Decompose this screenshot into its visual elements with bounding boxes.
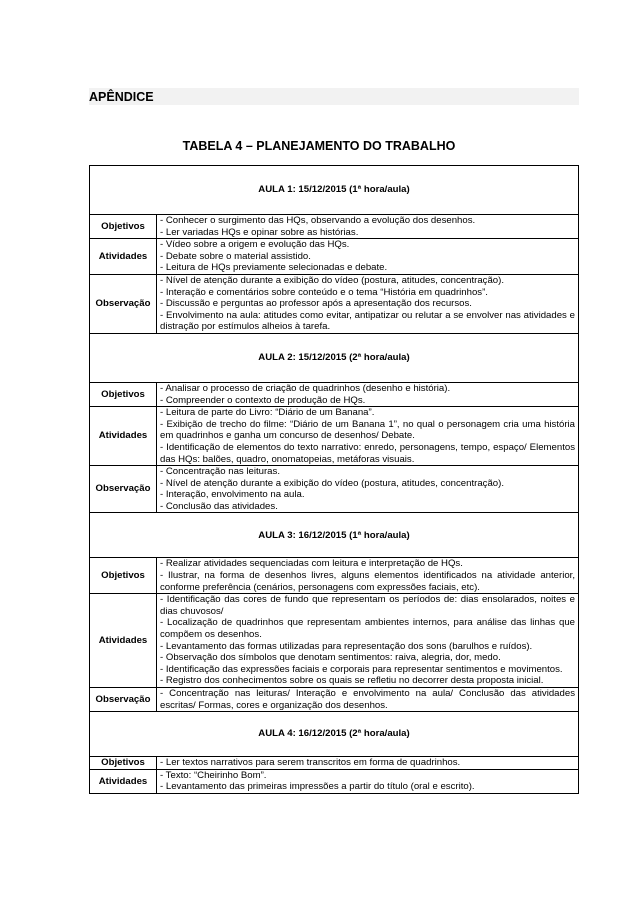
- list-item: - Registro dos conhecimentos sobre os quais se refletiu no decorrer desta proposta inicial.: [160, 675, 544, 687]
- atividades-content: [157, 594, 579, 688]
- list-item: - Identificação das cores de fundo que representam os períodos de: dias ensolarados, noites e dias chuvosos/: [160, 594, 575, 617]
- list-item: - Compreender o contexto de produção de HQs.: [160, 394, 366, 406]
- list-item: - Interação e comentários sobre conteúdo e o tema “História em quadrinhos”.: [160, 286, 488, 298]
- session-header-row: [90, 166, 579, 215]
- appendix-heading: APÊNDICE: [89, 90, 154, 104]
- observacao-label: Observação: [90, 688, 157, 712]
- objetivos-label: Objetivos: [90, 757, 157, 770]
- list-item: - Leitura de parte do Livro: “Diário de um Banana”.: [160, 407, 375, 419]
- atividades-row: [90, 594, 579, 688]
- session-header-row: [90, 712, 579, 757]
- objetivos-label: Objetivos: [90, 558, 157, 594]
- list-item: - Identificação das expressões faciais e corporais para representar sentimentos e movimentos.: [160, 663, 563, 675]
- observacao-row: [90, 274, 579, 333]
- objetivos-content: [157, 382, 579, 406]
- atividades-label: Atividades: [90, 769, 157, 793]
- session-title: AULA 3: 16/12/2015 (1ª hora/aula): [90, 513, 579, 558]
- planning-table: [89, 165, 579, 794]
- list-item: - Texto: “Cheirinho Bom”.: [160, 769, 267, 781]
- observacao-label: Observação: [90, 274, 157, 333]
- list-item: - Nível de atenção durante a exibição do vídeo (postura, atitudes, concentração).: [160, 477, 504, 489]
- heading-background: [89, 88, 579, 105]
- table-title: TABELA 4 – PLANEJAMENTO DO TRABALHO: [182, 139, 456, 153]
- list-item: - Identificação de elementos do texto narrativo: enredo, personagens, tempo, espaço/ Elementos das HQs: balões, quadro, onomatopeias, metáforas visuais.: [160, 441, 575, 465]
- list-item: - Leitura de HQs previamente selecionadas e debate.: [160, 262, 388, 274]
- list-item: - Concentração nas leituras.: [160, 466, 280, 478]
- list-item: - Vídeo sobre a origem e evolução das HQs.: [160, 239, 350, 251]
- objetivos-content: [157, 757, 579, 770]
- atividades-row: [90, 407, 579, 466]
- list-item: - Discussão e perguntas ao professor após a apresentação dos recursos.: [160, 298, 472, 310]
- atividades-row: [90, 239, 579, 275]
- objetivos-row: [90, 382, 579, 406]
- list-item: - Conhecer o surgimento das HQs, observando a evolução dos desenhos.: [160, 215, 476, 226]
- session-title: AULA 2: 15/12/2015 (2ª hora/aula): [90, 333, 579, 382]
- list-item: - Levantamento das formas utilizadas para representação dos sons (barulhos e ruídos).: [160, 640, 533, 652]
- session-header-row: [90, 513, 579, 558]
- list-item: - Ler textos narrativos para serem transcritos em forma de quadrinhos.: [160, 757, 461, 769]
- objetivos-content: [157, 558, 579, 594]
- atividades-content: [157, 239, 579, 275]
- objetivos-label: Objetivos: [90, 215, 157, 239]
- list-item: - Observação dos símbolos que denotam sentimentos: raiva, alegria, dor, medo.: [160, 652, 501, 664]
- atividades-label: Atividades: [90, 594, 157, 688]
- objetivos-content: [157, 215, 579, 239]
- observacao-row: [90, 688, 579, 712]
- list-item: - Conclusão das atividades.: [160, 500, 278, 512]
- atividades-content: [157, 769, 579, 793]
- list-item: - Localização de quadrinhos que representam ambientes internos, para análise das linhas que compõem os desenhos.: [160, 617, 575, 641]
- list-item: - Envolvimento na aula: atitudes como evitar, antipatizar ou relutar a se envolver nas atividades e distração por estímulos alheios à tarefa.: [160, 309, 575, 333]
- list-item: - Ilustrar, na forma de desenhos livres, alguns elementos identificados na atividade anterior, conforme preferência (cenários, personagens com expressões faciais, etc).: [160, 570, 575, 593]
- planning-table-body: [90, 166, 579, 794]
- objetivos-row: [90, 757, 579, 770]
- list-item: - Levantamento das primeiras impressões a partir do título (oral e escrito).: [160, 781, 475, 793]
- atividades-label: Atividades: [90, 407, 157, 466]
- session-header-row: [90, 333, 579, 382]
- observacao-content: [157, 274, 579, 333]
- observacao-content: [157, 466, 579, 513]
- list-item: - Concentração nas leituras/ Interação e envolvimento na aula/ Conclusão das atividades escritas/ Formas, cores e organização dos desenhos.: [160, 688, 575, 711]
- session-title: AULA 4: 16/12/2015 (2ª hora/aula): [90, 712, 579, 757]
- atividades-row: [90, 769, 579, 793]
- list-item: - Analisar o processo de criação de quadrinhos (desenho e história).: [160, 382, 451, 394]
- atividades-content: [157, 407, 579, 466]
- atividades-label: Atividades: [90, 239, 157, 275]
- observacao-label: Observação: [90, 466, 157, 513]
- objetivos-row: [90, 558, 579, 594]
- list-item: - Debate sobre o material assistido.: [160, 250, 311, 262]
- session-title: AULA 1: 15/12/2015 (1ª hora/aula): [90, 166, 579, 215]
- objetivos-label: Objetivos: [90, 382, 157, 406]
- objetivos-row: [90, 215, 579, 239]
- list-item: - Realizar atividades sequenciadas com leitura e interpretação de HQs.: [160, 558, 463, 570]
- observacao-row: [90, 466, 579, 513]
- observacao-content: [157, 688, 579, 712]
- list-item: - Nível de atenção durante a exibição do vídeo (postura, atitudes, concentração).: [160, 274, 504, 286]
- list-item: - Ler variadas HQs e opinar sobre as histórias.: [160, 226, 359, 238]
- list-item: - Exibição de trecho do filme: “Diário de um Banana 1”, no qual o personagem cria uma história em quadrinhos e ganha um concurso de desenhos/ Debate.: [160, 418, 575, 442]
- list-item: - Interação, envolvimento na aula.: [160, 489, 305, 501]
